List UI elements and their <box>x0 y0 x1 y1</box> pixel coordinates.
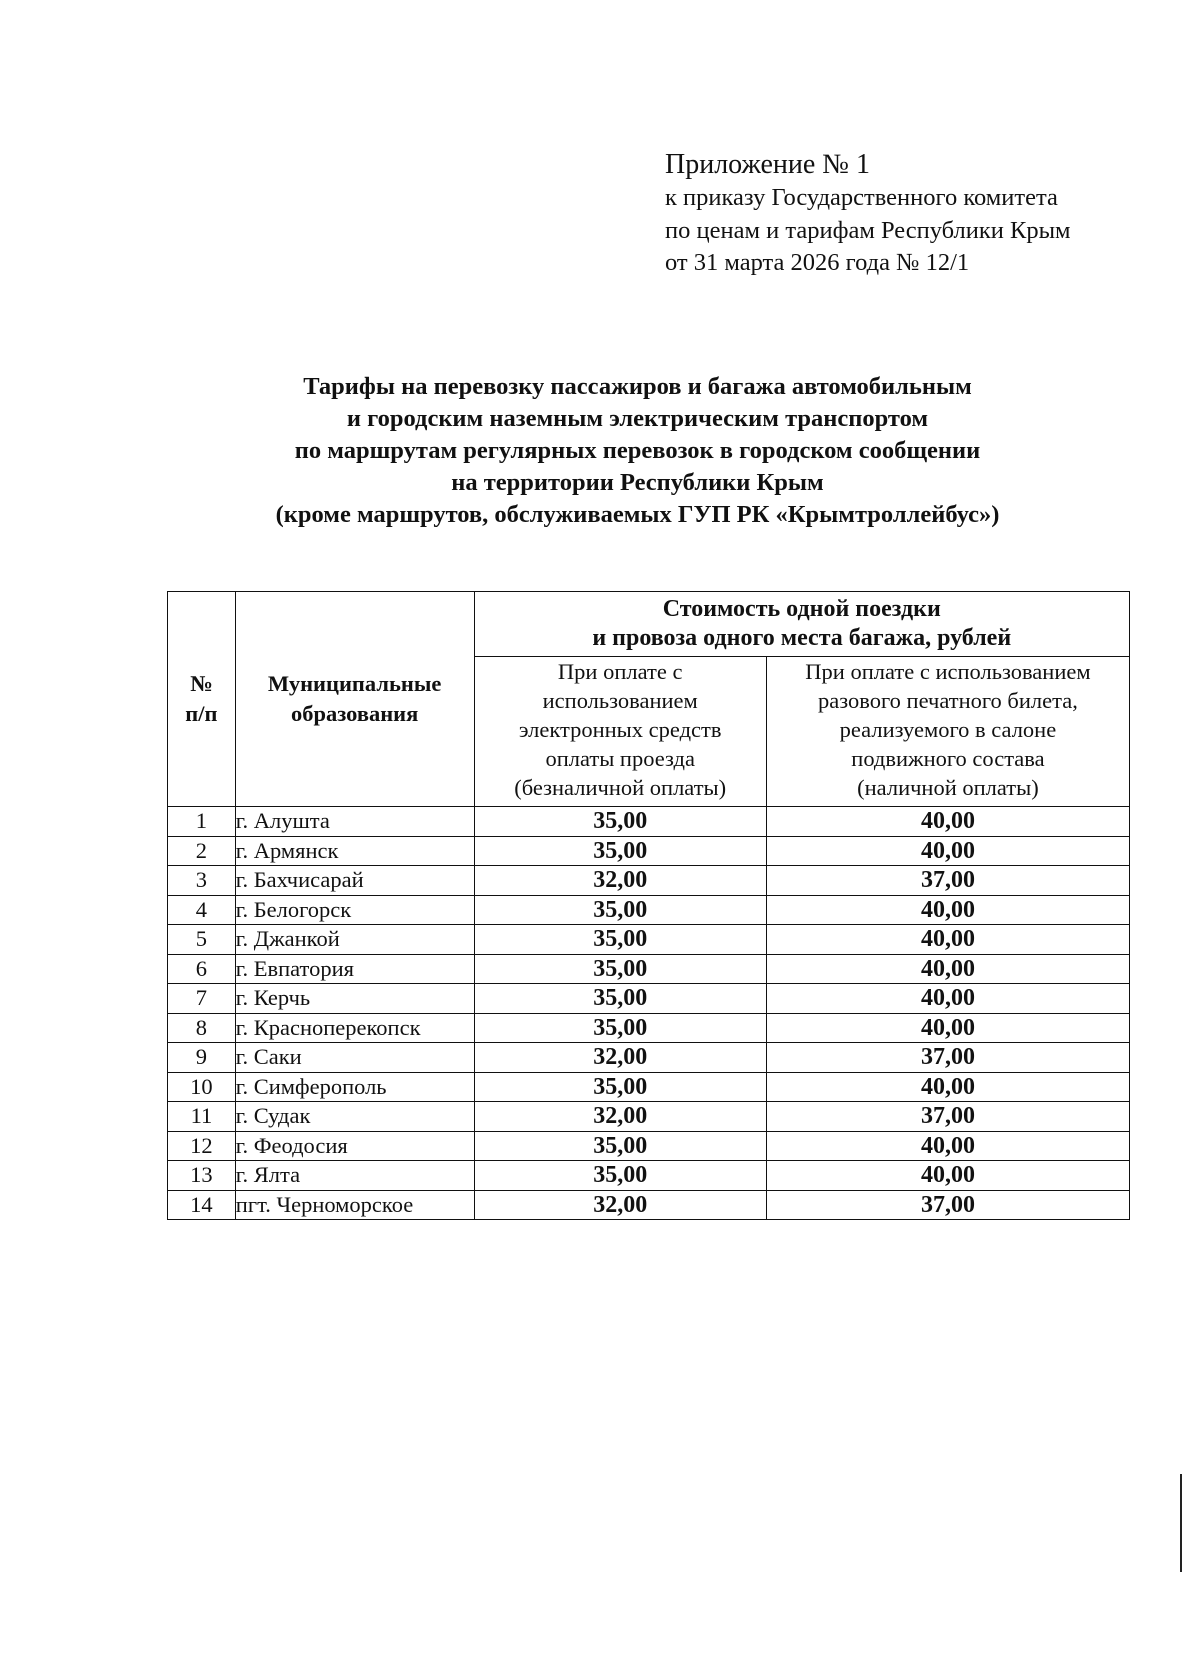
row-municipality: г. Алушта <box>235 807 474 837</box>
table-row <box>168 1013 1130 1043</box>
header-cash <box>766 657 1129 807</box>
row-cash-price: 40,00 <box>766 984 1129 1014</box>
row-cash-price: 40,00 <box>766 1072 1129 1102</box>
row-municipality: г. Ялта <box>235 1161 474 1191</box>
row-cashless-price: 32,00 <box>474 866 766 896</box>
header-cash-line: подвижного состава <box>851 746 1045 771</box>
row-cashless-price: 35,00 <box>474 1072 766 1102</box>
header-cashless-line: электронных средств <box>518 717 722 742</box>
row-number: 7 <box>168 984 236 1014</box>
header-cashless <box>474 657 766 807</box>
row-municipality: г. Евпатория <box>235 954 474 984</box>
table-row <box>168 1190 1130 1220</box>
row-cashless-price: 32,00 <box>474 1102 766 1132</box>
header-cash-line: При оплате с использованием <box>805 659 1091 684</box>
appendix-title: Приложение № 1 <box>665 149 870 180</box>
row-cashless-price: 35,00 <box>474 836 766 866</box>
row-cash-price: 40,00 <box>766 1161 1129 1191</box>
header-municipality-line: образования <box>290 701 419 726</box>
header-cash-line: реализуемого в салоне <box>839 717 1057 742</box>
row-number: 1 <box>168 807 236 837</box>
table-row <box>168 807 1130 837</box>
table-row <box>168 1161 1130 1191</box>
row-number: 3 <box>168 866 236 896</box>
row-municipality: г. Армянск <box>235 836 474 866</box>
row-municipality: г. Белогорск <box>235 895 474 925</box>
row-municipality: г. Саки <box>235 1043 474 1073</box>
row-cashless-price: 35,00 <box>474 895 766 925</box>
row-cashless-price: 35,00 <box>474 925 766 955</box>
row-number: 8 <box>168 1013 236 1043</box>
appendix-block <box>665 148 1071 280</box>
table-row <box>168 1043 1130 1073</box>
row-cash-price: 40,00 <box>766 925 1129 955</box>
row-number: 10 <box>168 1072 236 1102</box>
row-number: 2 <box>168 836 236 866</box>
header-municipality-line: Муниципальные <box>267 671 442 696</box>
row-number: 4 <box>168 895 236 925</box>
row-municipality: г. Керчь <box>235 984 474 1014</box>
heading-line: по маршрутам регулярных перевозок в городском сообщении <box>294 437 981 464</box>
appendix-line: к приказу Государственного комитета <box>665 184 1058 211</box>
row-municipality: г. Красноперекопск <box>235 1013 474 1043</box>
row-cash-price: 40,00 <box>766 807 1129 837</box>
row-cash-price: 37,00 <box>766 866 1129 896</box>
row-municipality: г. Судак <box>235 1102 474 1132</box>
row-number: 5 <box>168 925 236 955</box>
table-row <box>168 1131 1130 1161</box>
header-cost-line: Стоимость одной поездки <box>662 596 941 622</box>
header-cash-line: (наличной оплаты) <box>857 775 1039 800</box>
header-cashless-line: При оплате с <box>557 659 683 684</box>
heading-line: Тарифы на перевозку пассажиров и багажа автомобильным <box>303 373 972 400</box>
header-cost-line: и провоза одного места багажа, рублей <box>592 625 1012 651</box>
document-heading <box>160 371 1115 531</box>
table-row <box>168 1102 1130 1132</box>
table-row <box>168 836 1130 866</box>
row-cashless-price: 35,00 <box>474 1161 766 1191</box>
appendix-line: по ценам и тарифам Республики Крым <box>665 216 1071 244</box>
row-cashless-price: 35,00 <box>474 954 766 984</box>
table-row <box>168 895 1130 925</box>
table-row <box>168 866 1130 896</box>
row-cash-price: 40,00 <box>766 836 1129 866</box>
row-number: 13 <box>168 1161 236 1191</box>
table-row <box>168 1072 1130 1102</box>
row-municipality: г. Феодосия <box>235 1131 474 1161</box>
header-number-abbrev: п/п <box>185 701 218 726</box>
heading-line: и городским наземным электрическим транспортом <box>346 405 929 432</box>
table-row <box>168 984 1130 1014</box>
table-row <box>168 954 1130 984</box>
row-cashless-price: 32,00 <box>474 1043 766 1073</box>
header-cash-line: разового печатного билета, <box>818 688 1078 713</box>
header-cost <box>474 592 1130 657</box>
row-number: 6 <box>168 954 236 984</box>
row-cash-price: 37,00 <box>766 1190 1129 1220</box>
row-cash-price: 37,00 <box>766 1043 1129 1073</box>
row-number: 11 <box>168 1102 236 1132</box>
row-cash-price: 37,00 <box>766 1102 1129 1132</box>
heading-line: (кроме маршрутов, обслуживаемых ГУП РК «Крымтроллейбус») <box>275 501 1000 528</box>
header-cashless-line: использованием <box>542 688 698 713</box>
appendix-line: от 31 марта 2026 года № 12/1 <box>665 249 970 276</box>
row-number: 9 <box>168 1043 236 1073</box>
header-number-sign: № <box>190 671 213 696</box>
row-cashless-price: 35,00 <box>474 1131 766 1161</box>
row-cash-price: 40,00 <box>766 1013 1129 1043</box>
row-municipality: пгт. Черноморское <box>235 1190 474 1220</box>
header-cashless-line: оплаты проезда <box>545 746 695 771</box>
header-cashless-line: (безналичной оплаты) <box>514 775 727 800</box>
tariffs-table <box>167 591 1130 1220</box>
row-cash-price: 40,00 <box>766 954 1129 984</box>
header-municipality <box>235 592 474 807</box>
scan-edge-mark <box>1180 1474 1182 1572</box>
row-municipality: г. Бахчисарай <box>235 866 474 896</box>
header-number <box>168 592 236 807</box>
table-header-row <box>168 592 1130 657</box>
heading-line: на территории Республики Крым <box>451 469 824 496</box>
row-number: 12 <box>168 1131 236 1161</box>
row-cashless-price: 32,00 <box>474 1190 766 1220</box>
row-cashless-price: 35,00 <box>474 807 766 837</box>
row-cash-price: 40,00 <box>766 1131 1129 1161</box>
row-cashless-price: 35,00 <box>474 1013 766 1043</box>
row-cashless-price: 35,00 <box>474 984 766 1014</box>
row-municipality: г. Симферополь <box>235 1072 474 1102</box>
row-municipality: г. Джанкой <box>235 925 474 955</box>
table-row <box>168 925 1130 955</box>
row-number: 14 <box>168 1190 236 1220</box>
row-cash-price: 40,00 <box>766 895 1129 925</box>
